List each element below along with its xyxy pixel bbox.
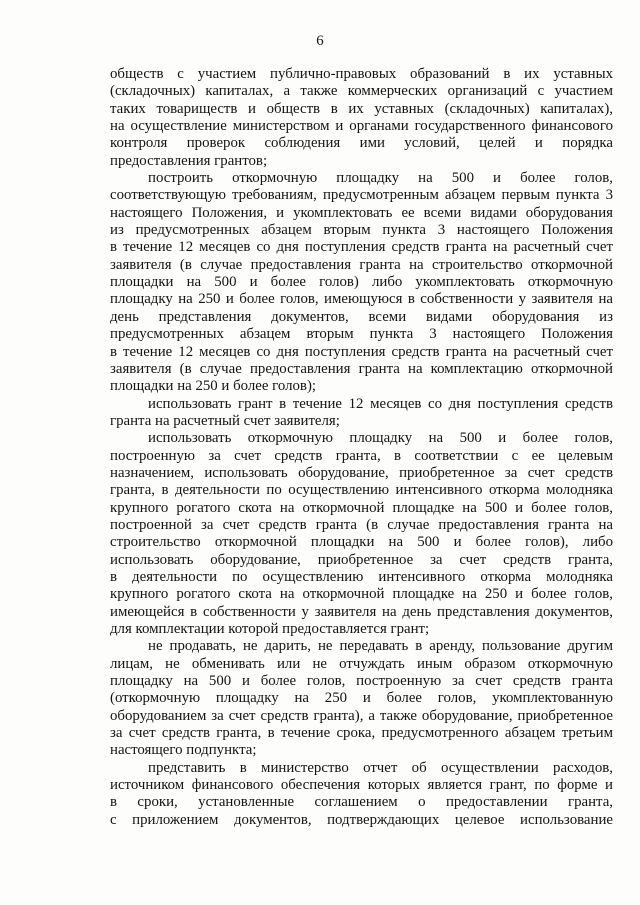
text-line: настоящего подпункта; xyxy=(110,742,257,759)
paragraph xyxy=(110,430,613,638)
paragraph xyxy=(110,170,613,395)
text-line: площадку на 500 и более голов, построенную за счет средств гранта xyxy=(110,673,613,690)
text-line: использовать оборудование, приобретенное за счет средств гранта, xyxy=(110,551,613,568)
text-line: крупного рогатого скота на откормочной площадке на 500 и более голов, xyxy=(110,499,613,516)
text-line: использовать откормочную площадку на 500 и более голов, xyxy=(148,430,613,447)
text-line: предусмотренных абзацем вторым пункта 3 настоящего Положения xyxy=(110,326,613,343)
paragraph xyxy=(110,66,613,170)
text-line: представить в министерство отчет об осуществлении расходов, xyxy=(148,759,613,776)
page-number: 6 xyxy=(316,33,324,49)
text-line: построенную за счет средств гранта, в соответствии с ее целевым xyxy=(110,447,613,464)
text-line: на осуществление министерством и органами государственного финансового xyxy=(110,118,613,135)
text-line: площадки на 250 и более голов); xyxy=(110,378,317,395)
text-line: заявителя (в случае предоставления гранта на строительство откормочной xyxy=(110,256,613,273)
text-line: из предусмотренных абзацем вторым пункта 3 настоящего Положения xyxy=(110,222,613,239)
document-body xyxy=(110,66,613,829)
paragraph xyxy=(110,638,613,759)
text-line: в течение 12 месяцев со дня поступления средств гранта на расчетный счет xyxy=(110,343,613,360)
text-line: день представления документов, всеми видами оборудования из xyxy=(110,308,613,325)
text-line: крупного рогатого скота на откормочной площадке на 250 и более голов, xyxy=(110,586,613,603)
text-line: имеющейся в собственности у заявителя на день представления документов, xyxy=(110,603,613,620)
text-line: площадки на 500 и более голов) либо укомплектовать откормочную xyxy=(110,274,613,291)
text-line: настоящего Положения, и укомплектовать ее всеми видами оборудования xyxy=(110,204,613,221)
text-line: (откормочную площадку на 250 и более голов, укомплектованную xyxy=(110,690,613,707)
text-line: заявителя (в случае предоставления гранта на комплектацию откормочной xyxy=(110,360,613,377)
text-line: источником финансового обеспечения которых является грант, по форме и xyxy=(110,777,613,794)
text-line: гранта, в деятельности по осуществлению интенсивного откорма молодняка xyxy=(110,482,613,499)
text-line: таких товариществ и обществ в их уставных (складочных) капиталах), xyxy=(110,100,613,117)
text-line: предоставления грантов; xyxy=(110,152,268,169)
paragraph xyxy=(110,760,613,829)
text-line: за счет средств гранта, в течение срока, предусмотренного абзацем третьим xyxy=(110,725,613,742)
text-line: в деятельности по осуществлению интенсивного откорма молодняка xyxy=(110,568,613,585)
text-line: строительство откормочной площадки на 500 и более голов), либо xyxy=(110,534,613,551)
text-line: назначением, использовать оборудование, приобретенное за счет средств xyxy=(110,464,613,481)
text-line: площадку на 250 и более голов, имеющуюся в собственности у заявителя на xyxy=(110,291,613,308)
text-line: в течение 12 месяцев со дня поступления средств гранта на расчетный счет xyxy=(110,239,613,256)
text-line: использовать грант в течение 12 месяцев со дня поступления средств xyxy=(148,395,613,412)
text-line: с приложением документов, подтверждающих целевое использование xyxy=(110,811,613,828)
paragraph xyxy=(110,396,613,431)
text-line: гранта на расчетный счет заявителя; xyxy=(110,412,340,429)
text-line: оборудованием за счет средств гранта), а также оборудование, приобретенное xyxy=(110,707,613,724)
text-line: соответствующую требованиям, предусмотренным абзацем первым пункта 3 xyxy=(110,187,613,204)
text-line: контроля проверок соблюдения ими условий, целей и порядка xyxy=(110,135,613,152)
text-line: обществ с участием публично-правовых образований в их уставных xyxy=(110,66,613,82)
text-line: лицам, не обменивать или не отчуждать иным образом откормочную xyxy=(110,655,613,672)
text-line: в сроки, установленные соглашением о предоставлении гранта, xyxy=(110,794,613,811)
text-line: построить откормочную площадку на 500 и более голов, xyxy=(148,170,613,187)
text-line: построенной за счет средств гранта (в случае предоставления гранта на xyxy=(110,516,613,533)
text-line: не продавать, не дарить, не передавать в аренду, пользование другим xyxy=(148,638,613,655)
text-line: для комплектации которой предоставляется грант; xyxy=(110,621,430,637)
text-line: (складочных) капиталах, а также коммерческих организаций с участием xyxy=(110,83,613,100)
